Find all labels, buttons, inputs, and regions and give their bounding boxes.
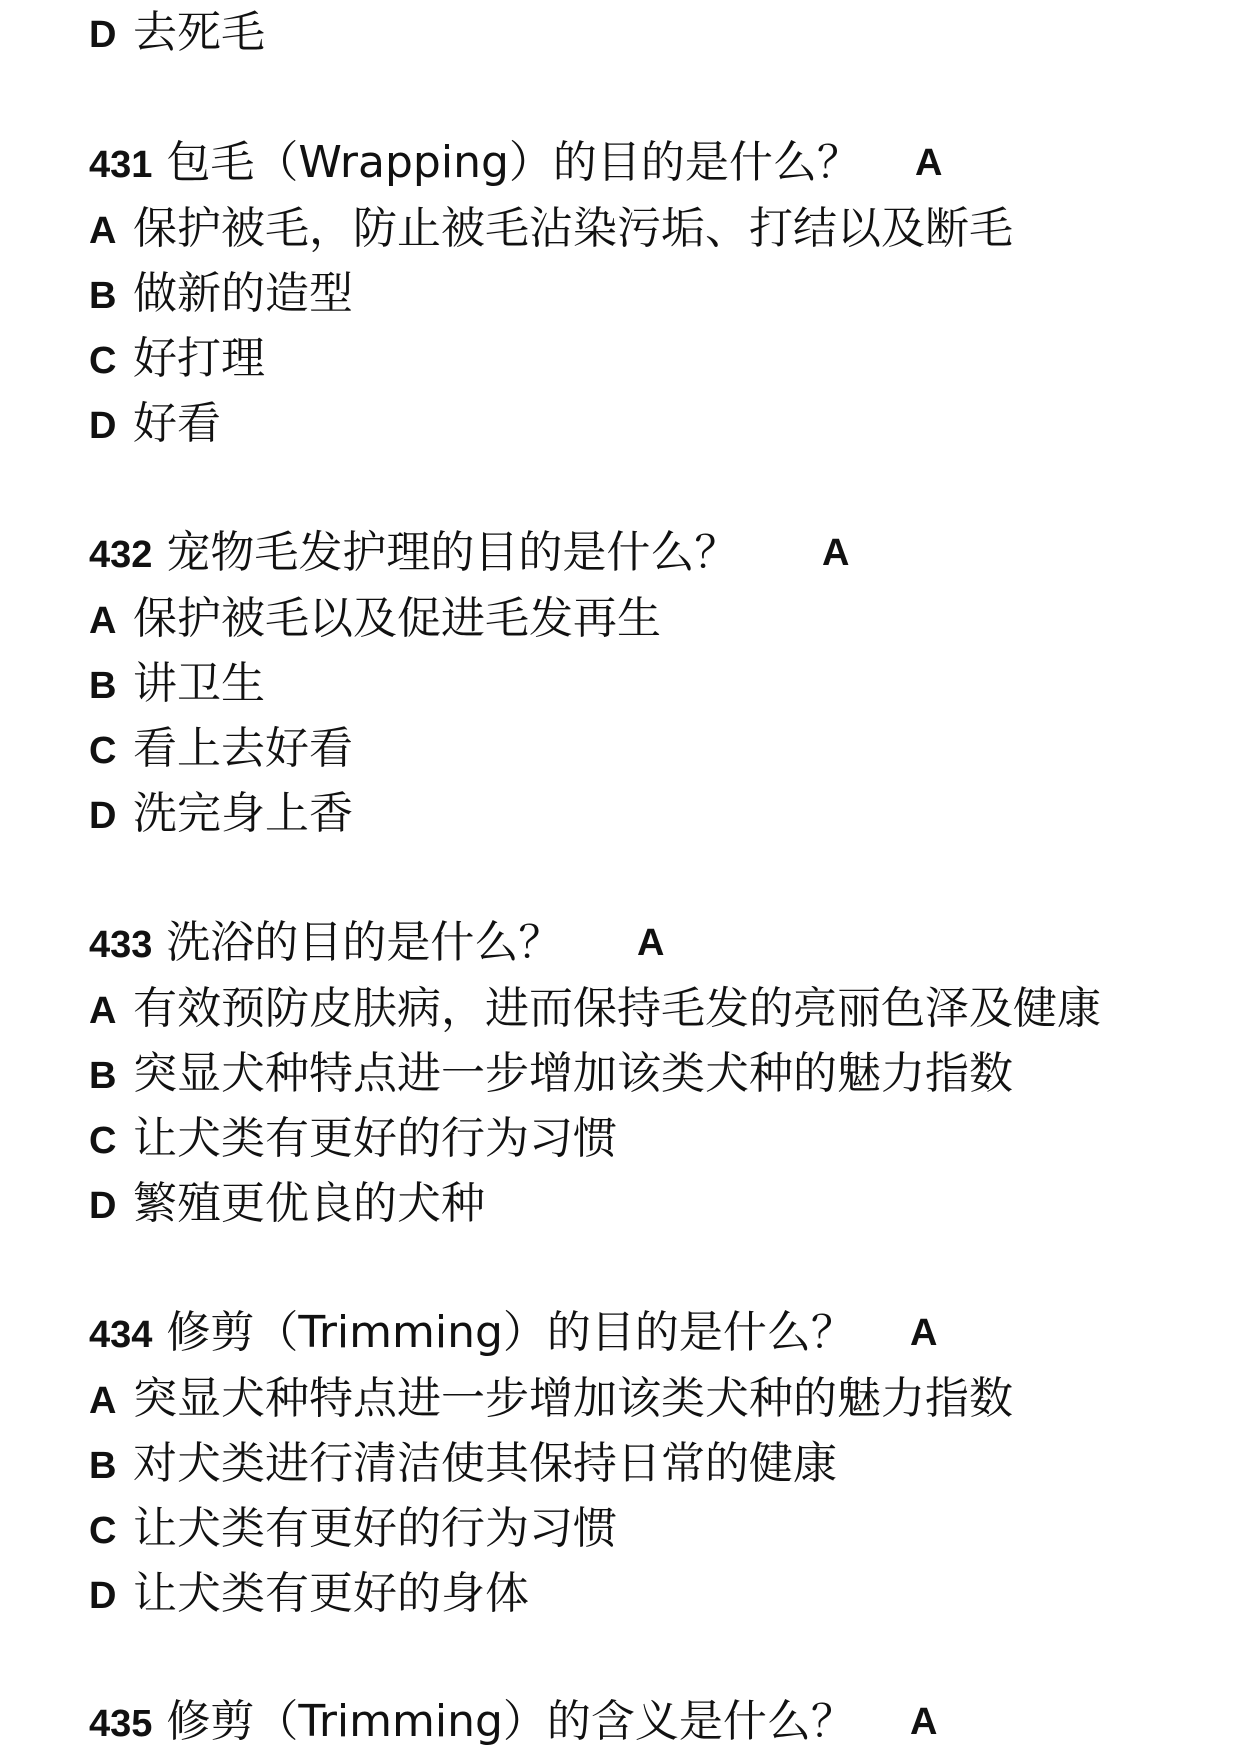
option-letter: B <box>89 665 117 707</box>
question-433-option-d <box>89 1177 485 1233</box>
prev-option-d <box>89 6 265 62</box>
option-letter: D <box>89 1185 117 1227</box>
question-434-answer: A <box>910 1312 938 1354</box>
option-text: 突显犬种特点进一步增加该类犬种的魅力指数 <box>133 1048 1013 1099</box>
option-text: 让犬类有更好的行为习惯 <box>133 1503 617 1554</box>
question-number: 434 <box>89 1314 153 1356</box>
question-text: 洗浴的目的是什么？ <box>166 917 563 968</box>
option-letter: B <box>89 1055 117 1097</box>
question-431-answer: A <box>915 142 943 184</box>
question-431-option-c <box>89 332 265 388</box>
question-433-answer: A <box>637 922 665 964</box>
option-letter: A <box>89 210 117 252</box>
question-433-option-c <box>89 1112 617 1168</box>
option-text: 保护被毛，防止被毛沾染污垢、打结以及断毛 <box>133 203 1013 254</box>
question-432-option-a <box>89 592 661 648</box>
question-435 <box>89 1695 855 1751</box>
question-431 <box>89 136 861 192</box>
question-431-option-d <box>89 397 221 453</box>
question-number: 435 <box>89 1703 153 1745</box>
option-text: 洗完身上香 <box>133 788 353 839</box>
question-433 <box>89 916 562 972</box>
option-text: 做新的造型 <box>133 268 353 319</box>
option-text: 好看 <box>133 398 221 449</box>
question-432-option-b <box>89 657 265 713</box>
option-letter: C <box>89 730 117 772</box>
question-number: 432 <box>89 534 153 576</box>
option-letter: D <box>89 14 117 56</box>
option-text: 好打理 <box>133 333 265 384</box>
option-letter: A <box>89 600 117 642</box>
question-433-option-a <box>89 982 1101 1038</box>
option-text: 对犬类进行清洁使其保持日常的健康 <box>133 1438 837 1489</box>
option-letter: A <box>89 1380 117 1422</box>
question-434-option-d <box>89 1567 529 1623</box>
question-432-option-c <box>89 722 353 778</box>
question-434-option-c <box>89 1502 617 1558</box>
option-text: 去死毛 <box>133 7 265 58</box>
question-text: 修剪（Trimming）的目的是什么？ <box>166 1307 855 1358</box>
option-text: 保护被毛以及促进毛发再生 <box>133 593 661 644</box>
question-number: 433 <box>89 924 153 966</box>
question-text: 包毛（Wrapping）的目的是什么？ <box>166 137 861 188</box>
question-text: 修剪（Trimming）的含义是什么？ <box>166 1696 855 1747</box>
question-435-answer: A <box>910 1701 938 1743</box>
option-letter: B <box>89 275 117 317</box>
question-number: 431 <box>89 144 153 186</box>
option-letter: A <box>89 990 117 1032</box>
option-letter: B <box>89 1445 117 1487</box>
option-letter: C <box>89 340 117 382</box>
option-letter: D <box>89 1575 117 1617</box>
question-432 <box>89 526 738 582</box>
option-letter: D <box>89 405 117 447</box>
question-431-option-a <box>89 202 1013 258</box>
option-text: 讲卫生 <box>133 658 265 709</box>
option-text: 让犬类有更好的身体 <box>133 1568 529 1619</box>
question-432-option-d <box>89 787 353 843</box>
question-434 <box>89 1306 855 1362</box>
option-text: 有效预防皮肤病，进而保持毛发的亮丽色泽及健康 <box>133 983 1101 1034</box>
option-letter: D <box>89 795 117 837</box>
question-432-answer: A <box>822 532 850 574</box>
option-text: 让犬类有更好的行为习惯 <box>133 1113 617 1164</box>
option-text: 突显犬种特点进一步增加该类犬种的魅力指数 <box>133 1373 1013 1424</box>
question-434-option-a <box>89 1372 1013 1428</box>
question-433-option-b <box>89 1047 1013 1103</box>
option-letter: C <box>89 1510 117 1552</box>
question-431-option-b <box>89 267 353 323</box>
question-434-option-b <box>89 1437 837 1493</box>
question-text: 宠物毛发护理的目的是什么？ <box>166 527 739 578</box>
option-letter: C <box>89 1120 117 1162</box>
option-text: 看上去好看 <box>133 723 353 774</box>
option-text: 繁殖更优良的犬种 <box>133 1178 485 1229</box>
